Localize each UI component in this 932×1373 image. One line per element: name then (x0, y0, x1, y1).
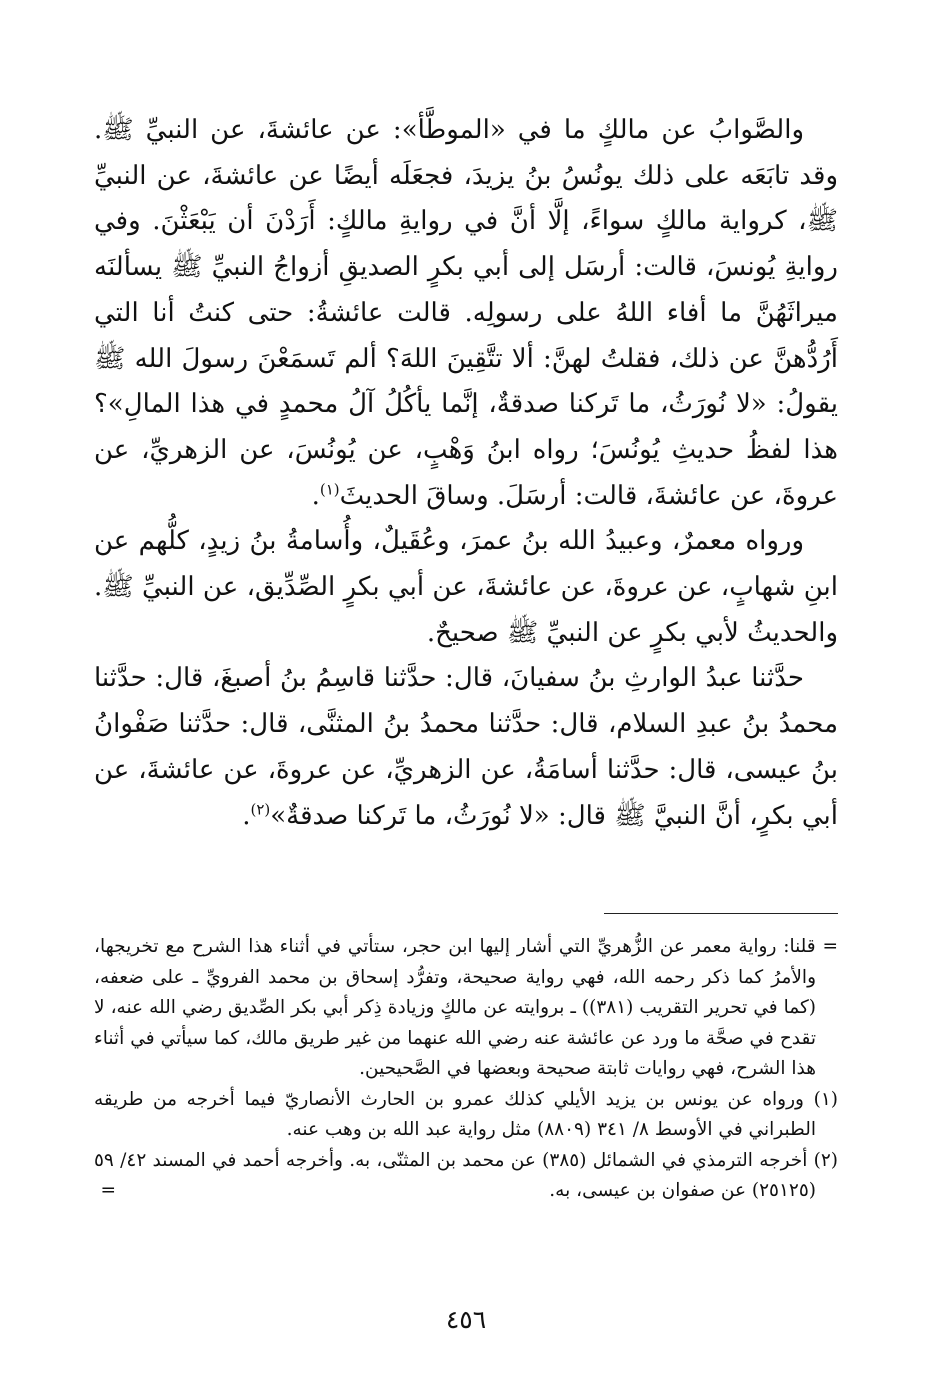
paragraph-1-text: والصَّوابُ عن مالكٍ ما في «الموطَّأ»: عن عائشةَ، عن النبيِّ ﷺ. وقد تابَعَه على ذلك يونُسُ بنُ يزيدَ، فجعَلَه أيضًا عن عائشةَ، عن النبيِّ ﷺ، كرواية مالكٍ سواءً، إلَّا أنَّ في روايةِ مالكٍ: أَرَدْنَ أن يَبْعَثْنَ. وفي روايةِ يُونسَ، قالت: أرسَل إلى أبي بكرٍ الصديقِ أزواجُ النبيِّ ﷺ يسألنَه ميراثَهُنَّ ما أفاء اللهُ على رسولِه. قالت عائشةُ: حتى كنتُ أنا التي أَرُدُّهنَّ عن ذلك، فقلتُ لهنَّ: ألا تتَّقِينَ اللهَ؟ ألم تَسمَعْنَ رسولَ الله ﷺ يقولُ: «لا نُورَثُ، ما تَركنا صدقةٌ، إنَّما يأكُلُ آلُ محمدٍ في هذا المالِ»؟ هذا لفظُ حديثِ يُونُسَ؛ رواه ابنُ وَهْبٍ، عن يُونُسَ، عن الزهريِّ، عن عروةَ، عن عائشةَ، قالت: أرسَلَ. وساقَ الحديثَ (94, 115, 838, 511)
footnote-ref-2[interactable]: (٢) (250, 799, 271, 818)
paragraph-3-end: . (242, 800, 251, 831)
footnote-ref-1[interactable]: (١) (319, 479, 340, 498)
footnote-continuation: = قلنا: رواية معمر عن الزُّهريِّ التي أشار إليها ابن حجر، ستأتي في أثناء هذا الشرح مع تخريجها، والأمرُ كما ذكر رحمه الله، فهي رواية صحيحة، وتفرُّد إسحاق بن محمد الفرويِّ ـ على ضعفه، (كما في تحرير التقريب (٣٨١)) ـ بروايته عن مالكٍ وزيادة ذِكر أبي بكر الصِّديق رضي الله عنه، لا تقدح في صحَّة ما ورد عن عائشة عنه رضي الله عنهما من غير طريق مالك، كما سيأتي في أثناء هذا الشرح، فهي روايات ثابتة صحيحة وبعضها في الصَّحيحين. (94, 936, 838, 1079)
footnote-separator (604, 913, 838, 914)
footnotes (94, 932, 838, 1207)
footnote-2-text: (٢) أخرجه الترمذي في الشمائل (٣٨٥) عن محمد بن المثنّى، به. وأخرجه أحمد في المسند ٤٢/ ٥٩ (٢٥١٢٥) عن صفوان بن عيسى، به. (94, 1149, 838, 1201)
footnote-1: (١) ورواه عن يونس بن يزيد الأيلي كذلك عمرو بن الحارث الأنصاريّ فيما أخرجه من طريقه الطبراني في الأوسط ٨/ ٣٤١ (٨٨٠٩) مثل رواية عبد الله بن وهب عنه. (94, 1088, 838, 1140)
paragraph-3 (94, 656, 838, 839)
main-text (94, 108, 838, 839)
page-number: ٤٥٦ (445, 1305, 487, 1334)
paragraph-2: ورواه معمرٌ، وعبيدُ الله بنُ عمرَ، وعُقَيلٌ، وأُسامةُ بنُ زيدٍ، كلُّهم عن ابنِ شهابٍ، عن عروةَ، عن عائشةَ، عن أبي بكرٍ الصِّدِّيق، عن النبيِّ ﷺ. والحديثُ لأبي بكرٍ عن النبيِّ ﷺ صحيحٌ. (94, 526, 838, 648)
paragraph-1-end: . (311, 480, 320, 511)
footnote-2: (٢) أخرجه الترمذي في الشمائل (٣٨٥) عن محمد بن المثنّى، به. وأخرجه أحمد في المسند ٤٢/ ٥٩ (٢٥١٢٥) عن صفوان بن عيسى، به. = (94, 1149, 838, 1201)
paragraph-3-text: حدَّثنا عبدُ الوارثِ بنُ سفيانَ، قال: حدَّثنا قاسِمُ بنُ أصبغَ، قال: حدَّثنا محمدُ بنُ عبدِ السلام، قال: حدَّثنا محمدُ بنُ المثنَّى، قال: حدَّثنا صَفْوانُ بنُ عيسى، قال: حدَّثنا أسامَةُ، عن الزهريِّ، عن عروةَ، عن عائشةَ، عن أبي بكرٍ، أنَّ النبيَّ ﷺ قال: «لا نُورَثُ، ما تَركنا صدقةٌ» (94, 663, 838, 831)
paragraph-1 (94, 108, 838, 519)
